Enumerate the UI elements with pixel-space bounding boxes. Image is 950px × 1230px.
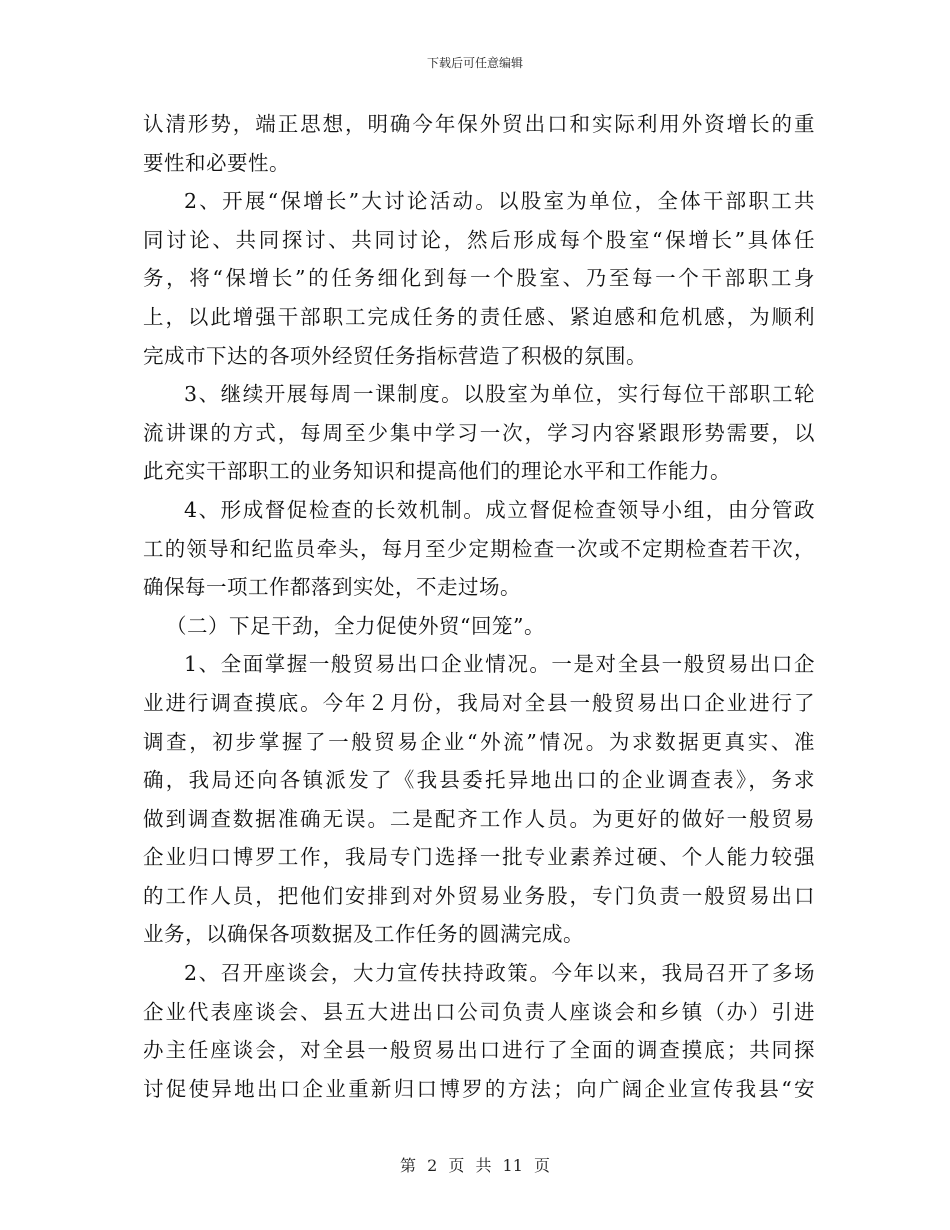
text-line: 确保每一项工作都落到实处，不走过场。	[143, 575, 521, 600]
text-line: 流讲课的方式，每周至少集中学习一次，学习内容紧跟形势需要，以	[143, 420, 815, 445]
text-line: 讨促使异地出口企业重新归口博罗的方法；向广阔企业宣传我县“安	[143, 1076, 815, 1101]
text-line: 此充实干部职工的业务知识和提高他们的理论水平和工作能力。	[143, 459, 731, 484]
text-line: 办主任座谈会，对全县一般贸易出口进行了全面的调查摸底；共同探	[143, 1038, 815, 1063]
text-line: 工的领导和纪监员牵头，每月至少定期检查一次或不定期检查若干次，	[143, 536, 815, 561]
page-number-footer: 第 2 页 共 11 页	[400, 1156, 550, 1175]
text-line: 4、形成督促检查的长效机制。成立督促检查领导小组，由分管政	[184, 497, 815, 522]
page-header: 下载后可任意编辑	[426, 56, 523, 70]
text-line: 企业代表座谈会、县五大进出口公司负责人座谈会和乡镇（办）引进	[143, 999, 815, 1024]
text-line: 业务，以确保各项数据及工作任务的圆满完成。	[143, 922, 584, 947]
text-line: 3、继续开展每周一课制度。以股室为单位，实行每位干部职工轮	[184, 382, 815, 407]
text-line: 认清形势，端正思想，明确今年保外贸出口和实际利用外资增长的重	[143, 112, 815, 136]
text-line: 做到调查数据准确无误。二是配齐工作人员。为更好的做好一般贸易	[143, 806, 815, 831]
text-line: 确，我局还向各镇派发了《我县委托异地出口的企业调查表》，务求	[143, 768, 815, 793]
text-line: 1、全面掌握一般贸易出口企业情况。一是对全县一般贸易出口企	[184, 652, 815, 677]
text-line: 调查，初步掌握了一般贸易企业“外流”情况。为求数据更真实、准	[143, 729, 815, 754]
text-line: 企业归口博罗工作，我局专门选择一批专业素养过硬、个人能力较强	[143, 845, 815, 870]
text-line: 业进行调查摸底。今年２月份，我局对全县一般贸易出口企业进行了	[143, 690, 815, 715]
text-line: 完成市下达的各项外经贸任务指标营造了积极的氛围。	[143, 343, 647, 368]
document-body	[143, 105, 815, 1108]
text-line: 要性和必要性。	[143, 150, 290, 175]
text-line: 的工作人员，把他们安排到对外贸易业务股，专门负责一般贸易出口	[143, 883, 815, 908]
text-line: 上，以此增强干部职工完成任务的责任感、紧迫感和危机感，为顺利	[143, 304, 815, 329]
text-line: 2、召开座谈会，大力宣传扶持政策。今年以来，我局召开了多场	[184, 961, 815, 986]
section-heading: （二）下足干劲，全力促使外贸“回笼”。	[166, 613, 545, 638]
text-line: 2、开展“保增长”大讨论活动。以股室为单位，全体干部职工共	[184, 189, 815, 214]
text-line: 同讨论、共同探讨、共同讨论，然后形成每个股室“保增长”具体任	[143, 227, 815, 252]
text-line: 务，将“保增长”的任务细化到每一个股室、乃至每一个干部职工身	[143, 266, 815, 291]
